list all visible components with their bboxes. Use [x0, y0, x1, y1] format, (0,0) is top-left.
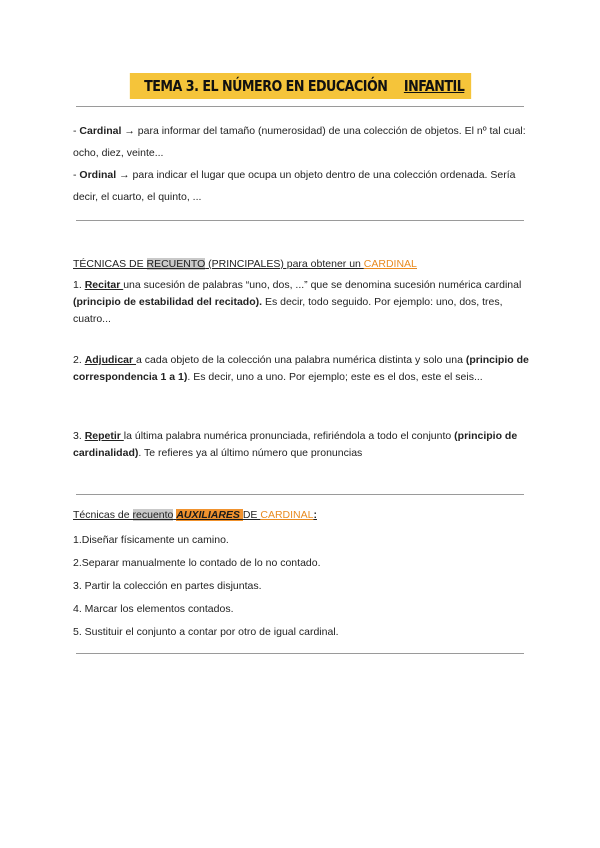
auxiliary-heading-a: Técnicas de: [73, 509, 133, 521]
auxiliary-heading-cardinal: CARDINAL: [260, 509, 314, 521]
auxiliary-heading-de: DE: [242, 509, 261, 521]
principal-heading-c: (PRINCIPALES) para obtener un: [205, 258, 364, 270]
title-main: TEMA 3. EL NÚMERO EN EDUCACIÓN: [143, 77, 387, 95]
auxiliary-item: 2.Separar manualmente lo contado de lo no contado.: [73, 557, 321, 569]
item-text-end: Es decir, todo seguido. Por ejemplo: uno, dos, tres, cuatro...: [73, 296, 503, 325]
item-text-end: . Te refieres ya al último número que pronuncias: [138, 447, 363, 459]
item-text-end: . Es decir, uno a uno. Por ejemplo; este es el dos, este el seis...: [187, 371, 483, 383]
ordinal-text: → para indicar el lugar que ocupa un objeto dentro de una colección ordenada. Sería decir, el cuarto, el quinto, ...: [73, 169, 516, 203]
divider-1: [76, 106, 524, 107]
auxiliary-heading-colon: :: [313, 509, 317, 521]
principal-heading-a: TÉCNICAS DE: [73, 258, 147, 270]
item-number: 3.: [73, 430, 85, 442]
divider-2: [76, 220, 524, 221]
page-title: [0, 73, 600, 99]
auxiliary-item: 3. Partir la colección en partes disjuntas.: [73, 580, 262, 592]
auxiliary-heading-recuento: recuento: [132, 509, 174, 521]
cardinal-definition: - Cardinal → para informar del tamaño (numerosidad) de una colección de objetos. El nº tal cual: ocho, diez, veinte...: [73, 125, 526, 159]
ordinal-term: Ordinal: [79, 169, 117, 181]
title-underlined-word: INFANTIL: [403, 77, 465, 95]
item-principle: (principio de estabilidad del recitado).: [73, 296, 263, 308]
cardinal-text: → para informar del tamaño (numerosidad) de una colección de objetos. El nº tal cual: ocho, diez, veinte...: [73, 125, 526, 159]
item-principle: (principio de cardinalidad): [73, 430, 518, 459]
item-text: una sucesión de palabras “uno, dos, ...” que se denomina sucesión numérica cardinal: [123, 279, 522, 291]
title-highlight-box: [129, 73, 470, 99]
principal-heading-cardinal: CARDINAL: [363, 258, 417, 270]
divider-3: [76, 494, 524, 495]
auxiliary-item: 4. Marcar los elementos contados.: [73, 603, 234, 615]
principal-heading: [73, 256, 533, 273]
principal-item-3: [73, 428, 533, 462]
item-number: 2.: [73, 354, 85, 366]
divider-4: [76, 653, 524, 654]
auxiliary-list: [73, 529, 533, 644]
auxiliary-item: 5. Sustituir el conjunto a contar por otro de igual cardinal.: [73, 626, 339, 638]
ordinal-definition: - Ordinal → para indicar el lugar que ocupa un objeto dentro de una colección ordenada. Sería decir, el cuarto, el quinto, ...: [73, 169, 516, 203]
item-verb: Adjudicar: [84, 354, 137, 366]
principal-heading-recuento: RECUENTO: [146, 258, 206, 270]
principal-item-1: [73, 277, 533, 328]
auxiliary-heading-auxiliares: AUXILIARES: [176, 509, 243, 521]
principal-item-2: [73, 352, 533, 386]
auxiliary-heading: [73, 507, 533, 524]
item-number: 1.: [73, 279, 85, 291]
cardinal-term: Cardinal: [79, 125, 122, 137]
item-principle: (principio de correspondencia 1 a 1): [73, 354, 529, 383]
item-text: la última palabra numérica pronunciada, refiriéndola a todo el conjunto: [123, 430, 455, 442]
item-verb: Recitar: [84, 279, 124, 291]
item-verb: Repetir: [84, 430, 124, 442]
auxiliary-item: 1.Diseñar físicamente un camino.: [73, 534, 229, 546]
item-text: a cada objeto de la colección una palabra numérica distinta y solo una: [136, 354, 466, 366]
definitions-block: [73, 120, 533, 208]
